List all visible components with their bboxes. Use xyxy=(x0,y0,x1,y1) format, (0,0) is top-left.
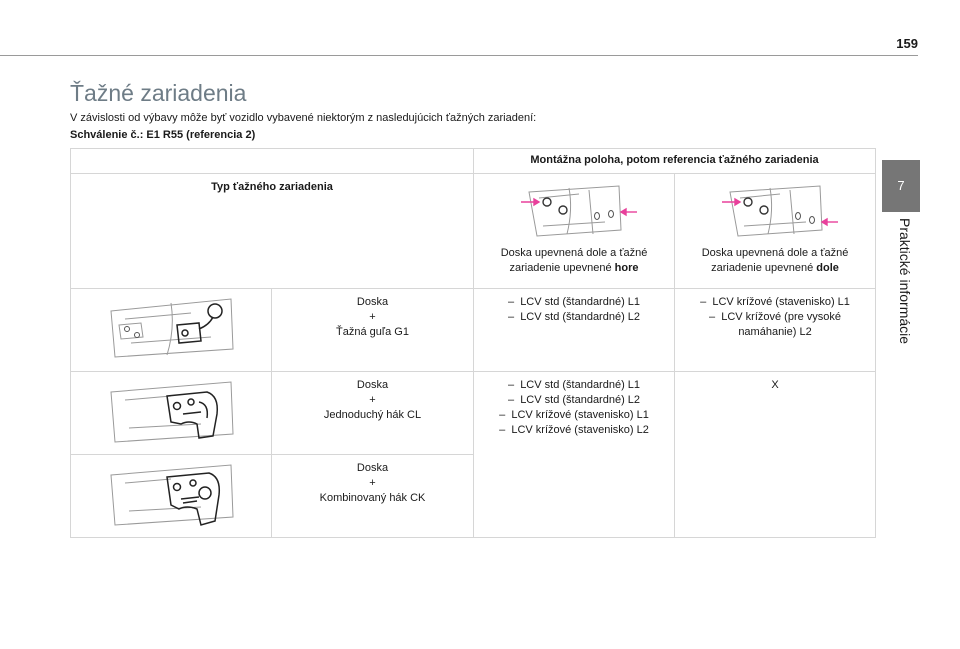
tow-ball-name-cell xyxy=(272,289,474,372)
section-title: Ťažné zariadenia xyxy=(70,80,247,106)
hooks-low-cell xyxy=(675,372,876,538)
top-rule xyxy=(0,55,918,56)
towing-table xyxy=(70,148,876,538)
hooks-low-value: X xyxy=(771,379,779,391)
tow-ball-low-cell xyxy=(675,289,876,372)
list-item: – LCV krížové (stavenisko) L2 xyxy=(474,423,674,438)
simple-hook-name-line: Doska xyxy=(356,379,389,391)
header-empty-cell xyxy=(71,149,474,174)
list-item: – LCV std (štandardné) L2 xyxy=(474,393,674,408)
mount-high-caption xyxy=(474,242,674,276)
list-item: – LCV std (štandardné) L1 xyxy=(474,378,674,393)
table-subheader-row xyxy=(71,174,876,289)
list-item: – LCV krížové (stavenisko) L1 xyxy=(675,295,875,310)
simple-hook-name-cell xyxy=(272,372,474,455)
tow-ball-high-list xyxy=(474,295,674,325)
mount-high-illustration-icon xyxy=(509,180,639,242)
combined-hook-name-cell xyxy=(272,455,474,538)
tow-ball-name-plus: + xyxy=(369,311,376,323)
simple-hook-name-plus: + xyxy=(369,394,376,406)
header-type: Typ ťažného zariadenia xyxy=(71,174,474,289)
simple-hook-illustration-icon xyxy=(101,374,241,446)
combined-hook-image-cell xyxy=(71,455,272,538)
list-item: – LCV krížové (pre vysoké namáhanie) L2 xyxy=(675,310,875,340)
page-number: 159 xyxy=(896,36,918,51)
mount-high-cell xyxy=(474,174,675,289)
simple-hook-image-cell xyxy=(71,372,272,455)
combined-hook-name-line: Doska xyxy=(356,462,389,474)
tow-ball-name-line: Doska xyxy=(356,296,389,308)
chapter-title: Praktické informácie xyxy=(897,218,913,345)
mount-low-caption-bold: dole xyxy=(816,262,839,274)
combined-hook-name-plus: + xyxy=(369,477,376,489)
mount-low-illustration-icon xyxy=(710,180,840,242)
tow-ball-illustration-icon xyxy=(101,291,241,361)
table-header-row xyxy=(71,149,876,174)
combined-hook-illustration-icon xyxy=(101,457,241,531)
intro-text: V závislosti od výbavy môže byť vozidlo vybavené niektorým z nasledujúcich ťažných zariadení: xyxy=(70,112,537,124)
hooks-high-list xyxy=(474,378,674,438)
combined-hook-name-type: Kombinovaný hák CK xyxy=(319,492,426,504)
list-item: – LCV std (štandardné) L2 xyxy=(474,310,674,325)
chapter-tab: 7 xyxy=(882,160,920,212)
mount-low-caption xyxy=(675,242,875,276)
table-row xyxy=(71,289,876,372)
tow-ball-name-type: Ťažná guľa G1 xyxy=(336,326,409,338)
hooks-high-cell xyxy=(474,372,675,538)
list-item: – LCV std (štandardné) L1 xyxy=(474,295,674,310)
chapter-title-container xyxy=(895,218,917,368)
approval-number: Schválenie č.: E1 R55 (referencia 2) xyxy=(70,129,256,141)
simple-hook-name-type: Jednoduchý hák CL xyxy=(323,409,422,421)
table-row xyxy=(71,372,876,455)
tow-ball-image-cell xyxy=(71,289,272,372)
list-item: – LCV krížové (stavenisko) L1 xyxy=(474,408,674,423)
tow-ball-low-list xyxy=(675,295,875,340)
mount-low-caption-text: Doska upevnená dole a ťažné zariadenie upevnené xyxy=(701,247,849,274)
mount-high-caption-text: Doska upevnená dole a ťažné zariadenie upevnené xyxy=(500,247,648,274)
mount-low-cell xyxy=(675,174,876,289)
header-mount: Montážna poloha, potom referencia ťažného zariadenia xyxy=(474,149,876,174)
tow-ball-high-cell xyxy=(474,289,675,372)
mount-high-caption-bold: hore xyxy=(614,262,639,274)
